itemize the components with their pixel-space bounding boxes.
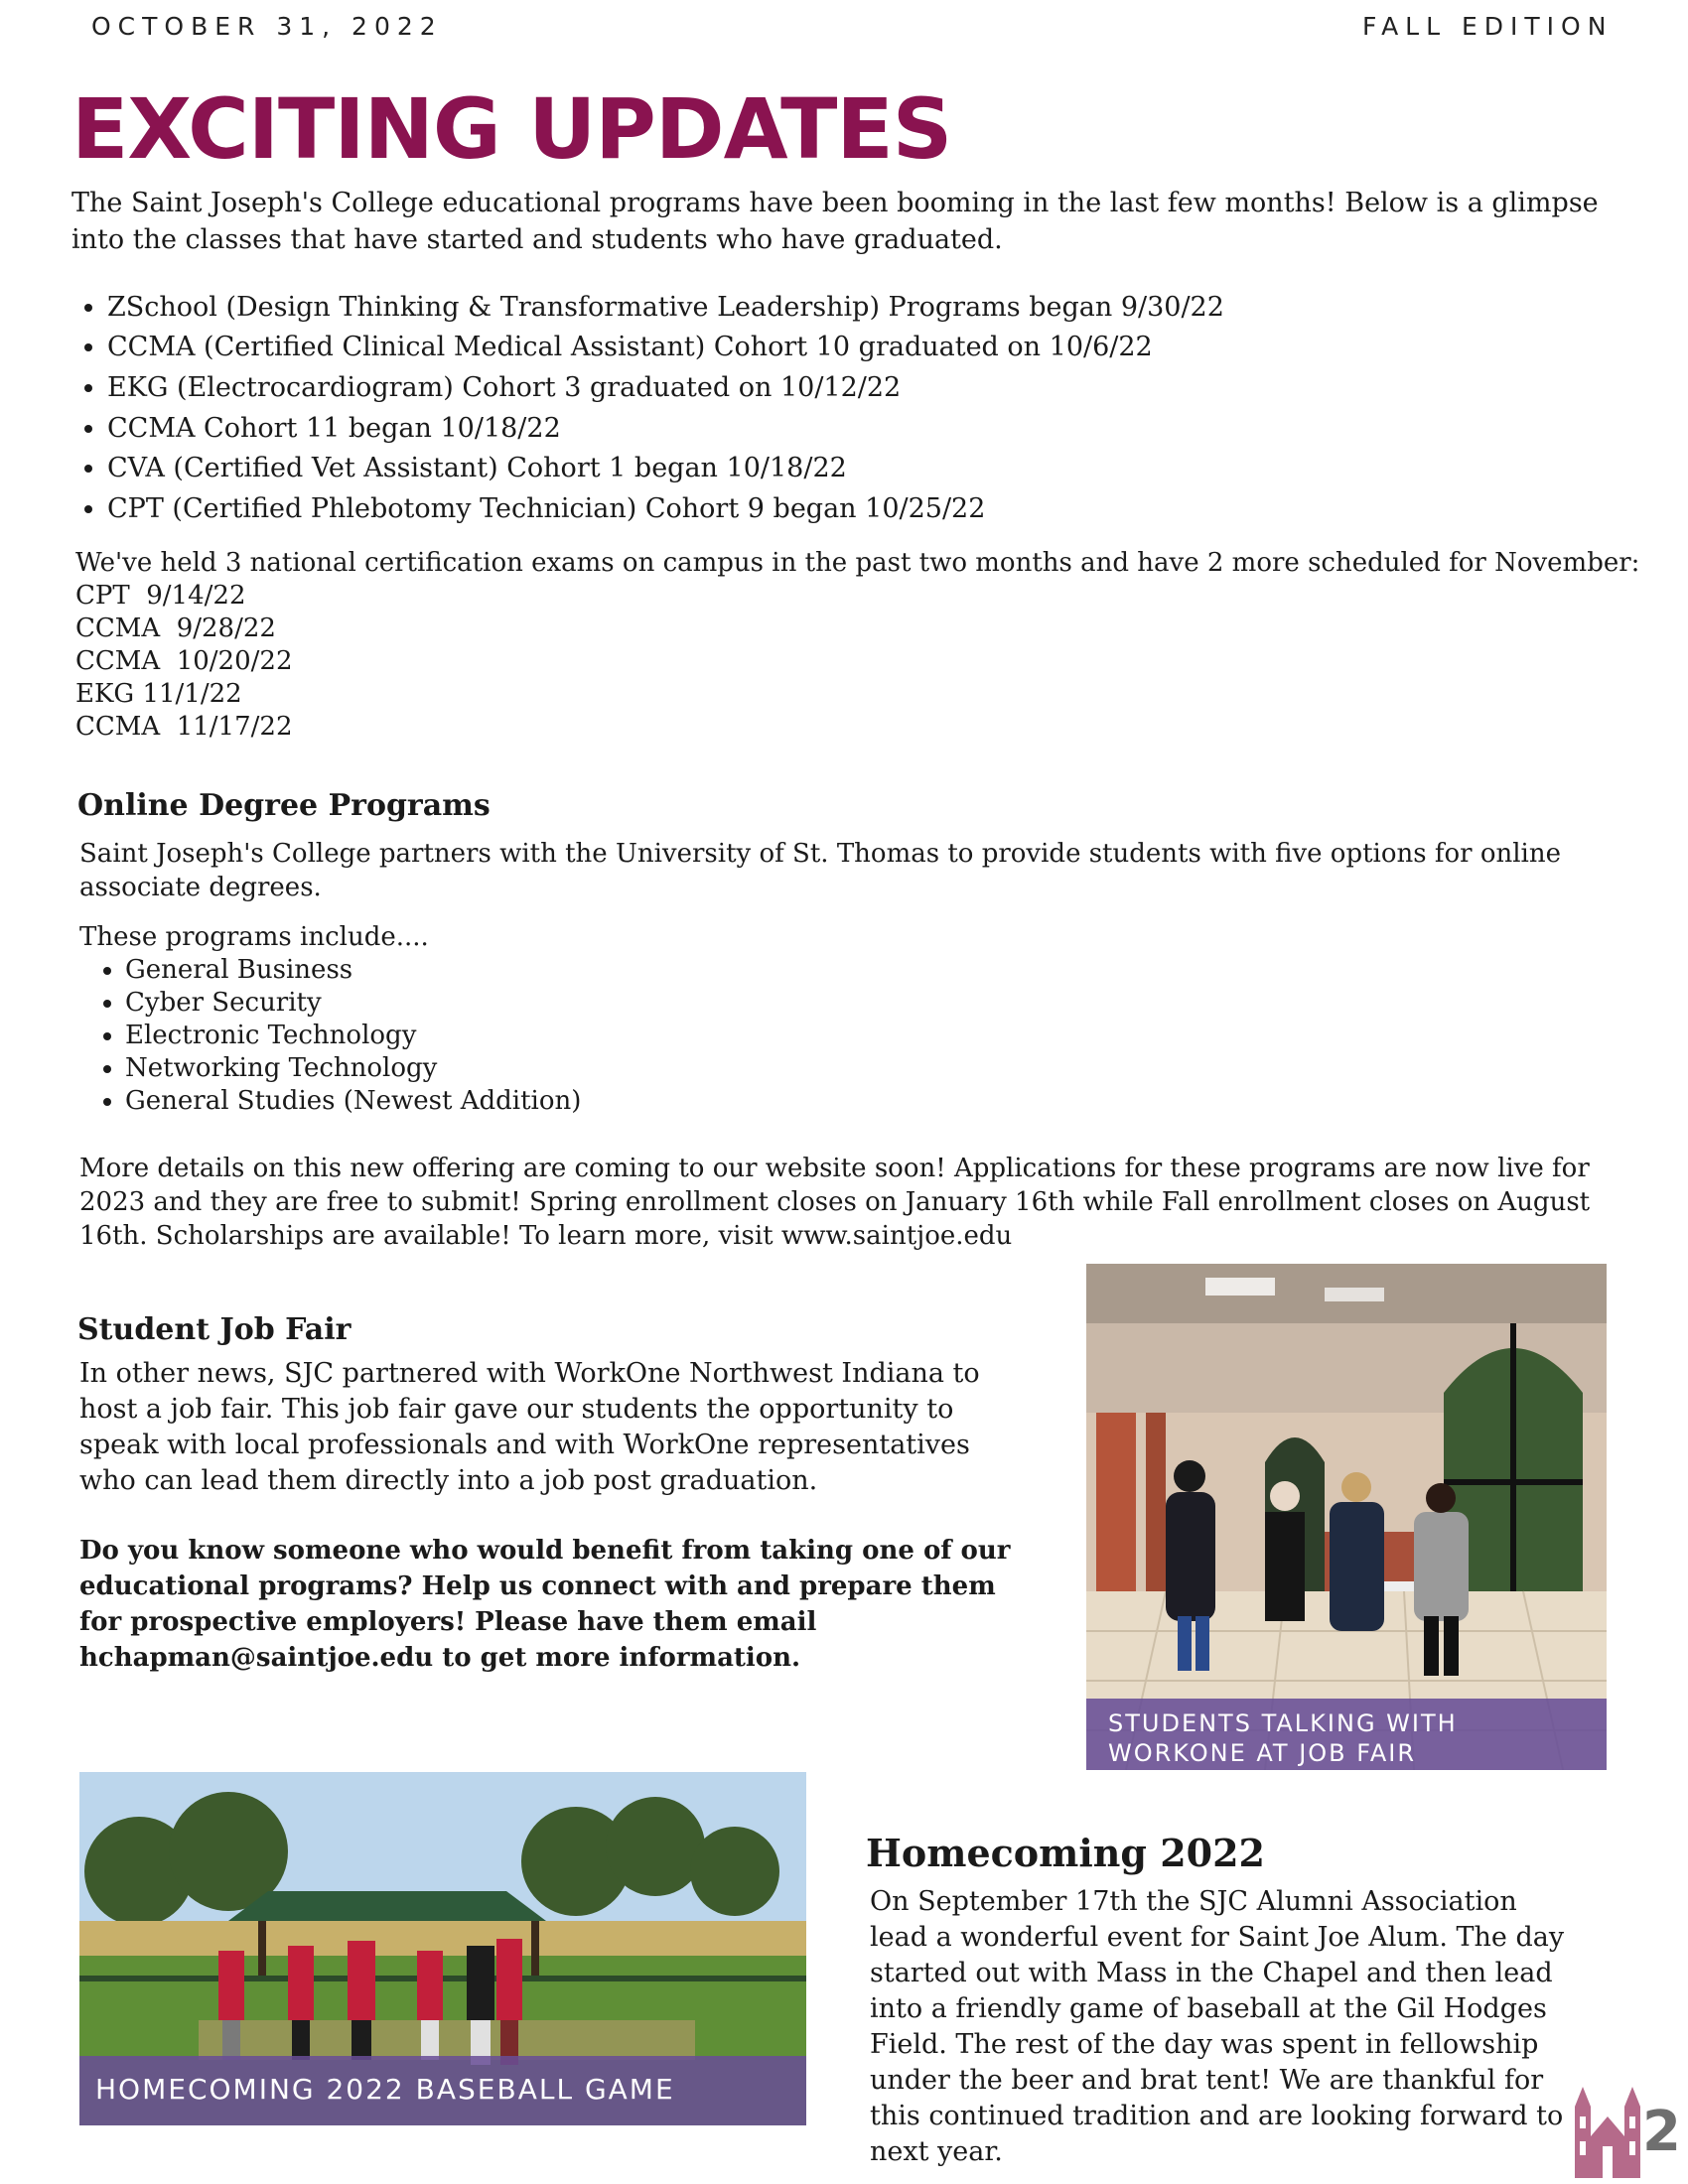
list-item: • General Studies (Newest Addition): [125, 1085, 581, 1118]
online-paragraph-2: These programs include....: [79, 922, 429, 952]
exam-item: CCMA 10/20/22: [75, 646, 293, 676]
exams-list: [75, 580, 293, 744]
intro-paragraph: The Saint Joseph's College educational programs have been booming in the last few months! Below is a glimpse into the classes that have started and students who have graduated.: [71, 188, 1599, 255]
issue-date: OCTOBER 31, 2022: [91, 12, 443, 41]
edition-label: FALL EDITION: [1362, 12, 1614, 41]
exams-intro: We've held 3 national certification exams on campus in the past two months and have 2 more scheduled for November:: [75, 548, 1640, 578]
list-item: • Cyber Security: [125, 987, 581, 1020]
list-item: • CPT (Certified Phlebotomy Technician) Cohort 9 began 10/25/22: [107, 488, 1597, 530]
list-item: • Electronic Technology: [125, 1020, 581, 1052]
list-item: • CVA (Certified Vet Assistant) Cohort 1 began 10/18/22: [107, 449, 1597, 488]
list-item: • CCMA Cohort 11 began 10/18/22: [107, 409, 1597, 449]
exam-item: CPT 9/14/22: [75, 581, 246, 611]
homecoming-paragraph: On September 17th the SJC Alumni Association lead a wonderful event for Saint Joe Alum. The day started out with Mass in the Chapel and then lead into a friendly game of baseball at the Gil Hodges Field. The rest of the day was spent in fellowship under the beer and brat tent! We are thankful for this continued tradition and are looking forward to next year.: [870, 1886, 1565, 2167]
homecoming-heading: Homecoming 2022: [866, 1831, 1265, 1875]
page-number: 2: [1642, 2100, 1681, 2164]
online-paragraph-1: Saint Joseph's College partners with the University of St. Thomas to provide students with five options for online associate degrees.: [79, 839, 1561, 902]
job-fair-heading: Student Job Fair: [77, 1312, 352, 1347]
college-chapel-icon: [1569, 2087, 1646, 2178]
job-fair-paragraph: In other news, SJC partnered with WorkOne Northwest Indiana to host a job fair. This job fair gave our students the opportunity to speak with local professionals and with WorkOne representatives who can lead them directly into a job post graduation.: [79, 1358, 980, 1496]
online-heading: Online Degree Programs: [77, 788, 491, 823]
exam-item: CCMA 11/17/22: [75, 712, 293, 742]
list-item: • General Business: [125, 954, 581, 987]
online-paragraph-3: More details on this new offering are coming to our website soon! Applications for these programs are now live for 2023 and they are free to submit! Spring enrollment closes on January 16th while Fall enrollment closes on August 16th. Scholarships are available! To learn more, visit www.saintjoe.edu: [79, 1154, 1591, 1251]
page-title: EXCITING UPDATES: [71, 80, 952, 178]
list-item: • ZSchool (Design Thinking & Transformative Leadership) Programs began 9/30/22: [107, 288, 1597, 328]
caption-line-1: STUDENTS TALKING WITH: [1108, 1709, 1458, 1737]
exam-item: CCMA 9/28/22: [75, 614, 276, 643]
exam-item: EKG 11/1/22: [75, 679, 242, 709]
list-item: • CCMA (Certified Clinical Medical Assistant) Cohort 10 graduated on 10/6/22: [107, 328, 1597, 367]
list-item: • EKG (Electrocardiogram) Cohort 3 graduated on 10/12/22: [107, 367, 1597, 409]
job-fair-caption: [1086, 1699, 1607, 1770]
updates-list: [71, 288, 1597, 530]
homecoming-caption: HOMECOMING 2022 BASEBALL GAME: [79, 2056, 806, 2125]
job-fair-photo: [1086, 1264, 1607, 1770]
job-fair-cta: Do you know someone who would benefit from taking one of our educational programs? Help us connect with and prepare them for prospective employers! Please have them email hchapman@saintjoe.edu to get more information.: [79, 1536, 1011, 1673]
list-item: • Networking Technology: [125, 1052, 581, 1085]
homecoming-photo: [79, 1772, 806, 2125]
job-fair-illustration: [1086, 1264, 1607, 1770]
caption-line-2: WORKONE AT JOB FAIR: [1108, 1739, 1417, 1767]
online-programs-list: [91, 954, 581, 1118]
